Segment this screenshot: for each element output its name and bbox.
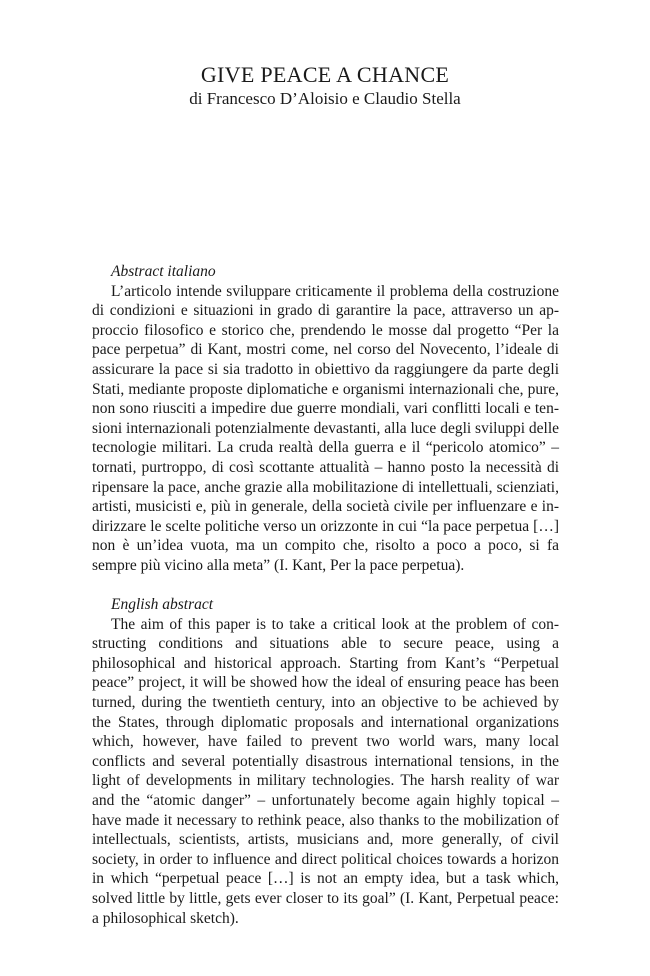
article-authors: di Francesco D’Aloisio e Claudio Stella (189, 89, 461, 108)
italian-abstract-section (92, 262, 559, 576)
article-title: GIVE PEACE A CHANCE (200, 62, 450, 87)
english-abstract-section (92, 595, 559, 928)
italian-abstract-text: L’articolo intende sviluppare criticamente il problema della costruzione di condizioni e situazioni in grado di garantire la pace, attraverso un approccio filosofico e storico che, prendendo le mosse dal progetto “Per la pace perpetua” di Kant, mostri come, nel corso del Novecento, l’ideale di assicurare la pace si sia tradotto in obiettivo da raggiungere da parte degli Stati, mediante proposte diplomatiche e organismi internazionali che, pure, non sono riusciti a impedire due guerre mondiali, vari conflitti locali e tensioni internazionali potenzialmente devastanti, alla luce degli sviluppi delle tecnologie militari. La cruda realtà della guerra e il “pericolo atomico” – tornati, purtroppo, di così scottante attualità – hanno posto la necessità di ripensare la pace, anche grazie alla mobilitazione di intellettuali, scienziati, artisti, musicisti e, più in generale, della società civile per influenzare e indirizzare le scelte politiche verso un orizzonte in cui “la pace perpetua […] non è un’idea vuota, ma un compito che, risolto a poco a poco, si fa sempre più vicino alla meta” (I. Kant, Per la pace perpetua). (92, 282, 560, 574)
english-abstract-text: The aim of this paper is to take a critical look at the problem of constructing conditions and situations able to secure peace, using a philosophical and historical approach. Starting from Kant’s “Perpetual peace” project, it will be showed how the ideal of ensuring peace has been turned, during the twentieth century, into an objective to be achieved by the States, through diplomatic proposals and international organizations which, however, have failed to prevent two world wars, many local conflicts and several potentially disastrous international tensions, in the light of developments in military technologies. The harsh reality of war and the “atomic danger” – unfortunately become again highly topical – have made it necessary to rethink peace, also thanks to the mobilization of intellectuals, scientists, artists, musicians and, more generally, of civil society, in order to influence and direct political choices towards a horizon in which “perpetual peace […] is not an empty idea, but a task which, solved little by little, gets ever closer to its goal” (I. Kant, Perpetual peace: a philosophical sketch). (92, 615, 559, 927)
italian-abstract-heading: Abstract italiano (111, 263, 216, 280)
section-spacer (92, 576, 559, 596)
english-abstract-heading: English abstract (111, 596, 214, 614)
abstracts-body (92, 262, 559, 928)
article-header (0, 62, 650, 110)
